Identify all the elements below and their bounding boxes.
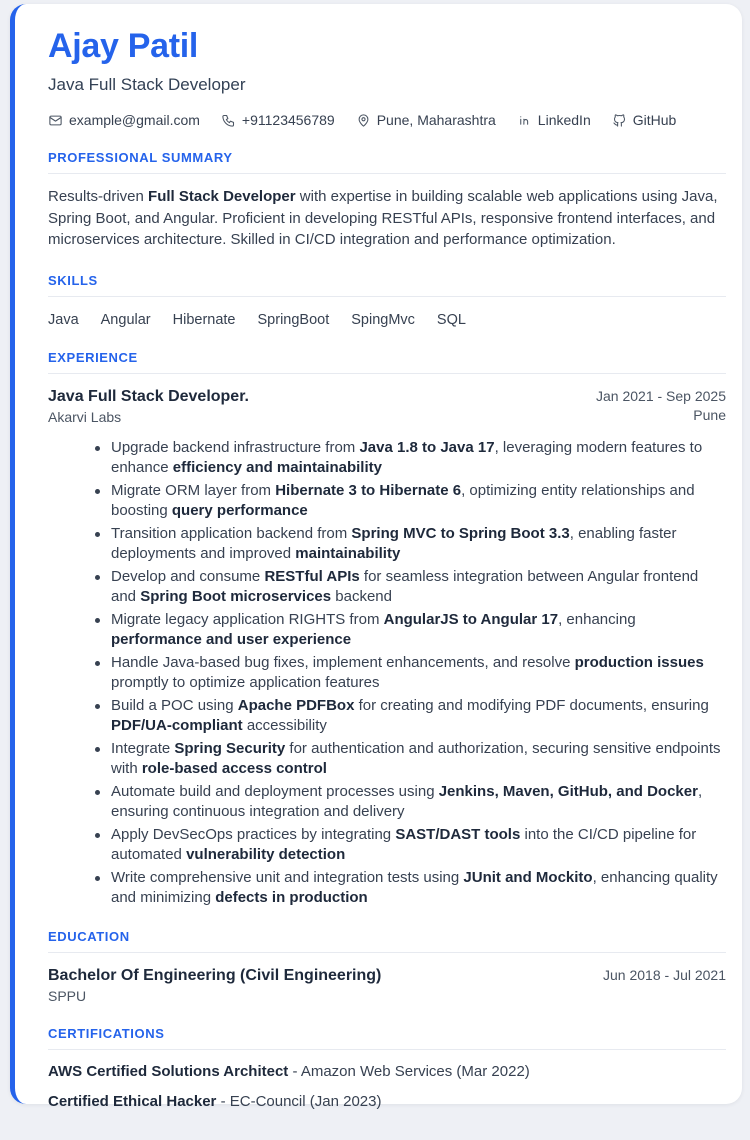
phone-icon <box>221 113 236 128</box>
experience-entry-right <box>596 387 726 425</box>
education-entry-left <box>48 966 381 1004</box>
contact-email <box>48 112 200 128</box>
contact-phone-text: +91123456789 <box>241 112 335 129</box>
skills-list <box>48 312 726 328</box>
section-experience <box>48 350 726 907</box>
education-school: SPPU <box>48 988 87 1005</box>
skill-item: SpringBoot <box>257 311 330 328</box>
education-degree: Bachelor Of Engineering (Civil Engineering) <box>48 967 382 985</box>
experience-bullet: Integrate Spring Security for authentication and authorization, securing sensitive endpoints with role-based access control <box>95 739 726 778</box>
skill-item: SpingMvc <box>351 311 415 328</box>
summary-text: Results-driven Full Stack Developer with expertise in building scalable web applications using Java, Spring Boot, and Angular. Proficient in developing RESTful APIs, responsive frontend interfaces, and microservices architecture. Skilled in CI/CD integration and performance optimization. <box>48 188 718 249</box>
contact-location-text: Pune, Maharashtra <box>376 112 496 129</box>
experience-heading: EXPERIENCE <box>48 350 726 374</box>
skills-heading: SKILLS <box>48 273 726 297</box>
section-certifications <box>48 1026 726 1110</box>
experience-location: Pune <box>693 406 726 423</box>
linkedin-icon <box>517 113 532 128</box>
section-summary <box>48 150 726 251</box>
experience-bullet: Build a POC using Apache PDFBox for creating and modifying PDF documents, ensuring PDF/UA-compliant accessibility <box>95 696 726 735</box>
linkedin-link[interactable] <box>517 112 591 128</box>
skill-item: SQL <box>436 311 466 328</box>
github-icon <box>612 113 627 128</box>
experience-bullet: Migrate legacy application RIGHTS from AngularJS to Angular 17, enhancing performance and user experience <box>95 610 726 649</box>
skill-item: Hibernate <box>172 311 236 328</box>
experience-bullet: Transition application backend from Spring MVC to Spring Boot 3.3, enabling faster deployments and improved maintainability <box>95 524 726 563</box>
job-title-subtitle: Java Full Stack Developer <box>48 75 246 95</box>
certification-item: AWS Certified Solutions Architect - Amazon Web Services (Mar 2022) <box>48 1063 530 1081</box>
location-pin-icon <box>356 113 371 128</box>
experience-bullet: Handle Java-based bug fixes, implement enhancements, and resolve production issues promptly to optimize application features <box>95 653 726 692</box>
summary-heading: PROFESSIONAL SUMMARY <box>48 150 726 174</box>
education-heading: EDUCATION <box>48 929 726 953</box>
experience-bullet: Apply DevSecOps practices by integrating SAST/DAST tools into the CI/CD pipeline for automated vulnerability detection <box>95 825 726 864</box>
experience-entry-left <box>48 387 249 425</box>
experience-bullet: Migrate ORM layer from Hibernate 3 to Hibernate 6, optimizing entity relationships and boosting query performance <box>95 481 726 520</box>
contact-row <box>48 112 726 128</box>
experience-bullet-list <box>48 438 726 907</box>
experience-bullet: Write comprehensive unit and integration tests using JUnit and Mockito, enhancing quality and minimizing defects in production <box>95 868 726 907</box>
resume-card <box>10 4 742 1111</box>
skill-item: Angular <box>100 311 151 328</box>
section-skills <box>48 273 726 328</box>
experience-bullet: Automate build and deployment processes using Jenkins, Maven, GitHub, and Docker, ensuring continuous integration and delivery <box>95 782 726 821</box>
resume-content <box>15 4 742 1140</box>
github-link[interactable] <box>612 112 677 128</box>
name-heading: Ajay Patil <box>48 27 199 65</box>
contact-email-text: example@gmail.com <box>69 112 200 129</box>
mail-icon <box>48 113 63 128</box>
experience-job-title: Java Full Stack Developer. <box>48 387 249 405</box>
experience-bullet: Develop and consume RESTful APIs for seamless integration between Angular frontend and Spring Boot microservices backend <box>95 567 726 606</box>
education-entry-header <box>48 966 726 1004</box>
certification-item: Certified Ethical Hacker - EC-Council (Jan 2023) <box>48 1093 382 1111</box>
contact-phone <box>221 112 335 128</box>
certifications-list <box>48 1063 726 1110</box>
experience-dates: Jan 2021 - Sep 2025 <box>596 387 726 404</box>
certifications-heading: CERTIFICATIONS <box>48 1026 726 1050</box>
github-label: GitHub <box>632 112 677 129</box>
section-education <box>48 929 726 1004</box>
experience-bullet: Upgrade backend infrastructure from Java 1.8 to Java 17, leveraging modern features to enhance efficiency and maintainability <box>95 438 726 477</box>
experience-company: Akarvi Labs <box>48 409 122 426</box>
experience-entry-header <box>48 387 726 425</box>
linkedin-label: LinkedIn <box>537 112 591 129</box>
contact-location <box>356 112 496 128</box>
education-dates: Jun 2018 - Jul 2021 <box>603 967 726 984</box>
skill-item: Java <box>48 311 79 328</box>
